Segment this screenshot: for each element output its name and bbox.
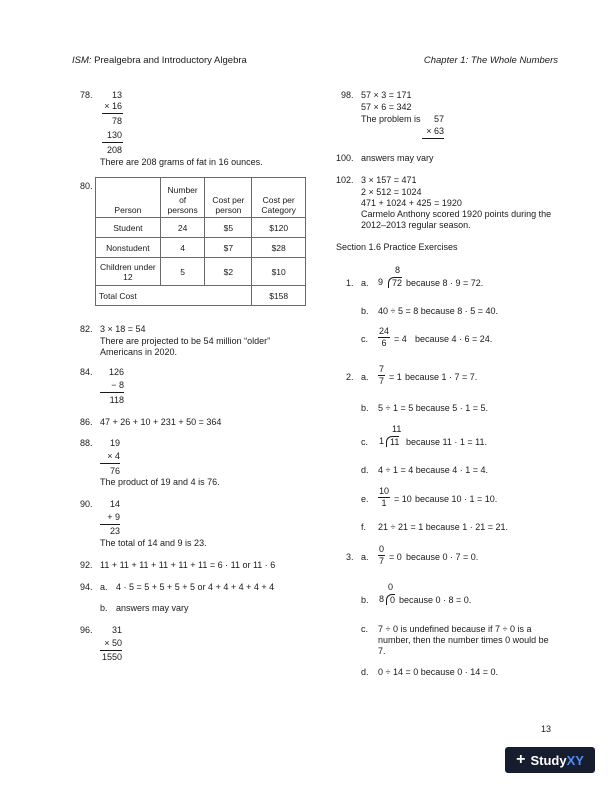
operand: 126 [108, 367, 124, 377]
operand: 57 [433, 114, 444, 124]
problem-number: 96. [80, 625, 93, 635]
table-cell: $2 [205, 258, 252, 286]
equation: 471 + 1024 + 425 = 1920 [361, 198, 462, 208]
answer-text: 7. [378, 646, 386, 656]
problem-number: 1. [346, 278, 354, 288]
partial-product: 78 [111, 116, 122, 126]
total-label: Total Cost [96, 286, 252, 306]
table-cell: 5 [160, 258, 205, 286]
dividend: 11 [386, 436, 399, 447]
rule [100, 524, 120, 525]
book-title: Prealgebra and Introductory Algebra [91, 55, 247, 66]
rule [422, 138, 444, 139]
problem-number: 2. [346, 372, 354, 382]
equation: 3 × 157 = 471 [361, 175, 417, 185]
problem-number: 86. [80, 417, 93, 427]
total-value: $158 [252, 286, 306, 306]
problem-number: 78. [80, 90, 93, 100]
explanation: because 4 · 6 = 24. [415, 334, 493, 344]
answer-text: The total of 14 and 9 is 23. [100, 538, 207, 548]
operand: 13 [111, 90, 122, 100]
operand: 19 [109, 438, 120, 448]
answer-text: There are projected to be 54 million “older” [100, 336, 271, 346]
problem-number: 100. [336, 153, 354, 163]
fraction [378, 364, 385, 387]
operator-line: × 63 [426, 126, 444, 136]
table-header: Number of persons [160, 178, 205, 218]
answer-text: The problem is [361, 114, 421, 124]
equation: 4 · 5 = 5 + 5 + 5 + 5 or 4 + 4 + 4 + 4 + 4 [116, 582, 275, 592]
table-cell: $28 [252, 238, 306, 258]
table-cell: Children under 12 [96, 258, 161, 286]
part-label: b. [100, 603, 108, 613]
problem-number: 94. [80, 582, 93, 592]
numerator: 0 [379, 544, 385, 554]
equation: 5 ÷ 1 = 5 because 5 · 1 = 5. [378, 403, 489, 413]
equation: 21 ÷ 21 = 1 because 1 · 21 = 21. [378, 522, 509, 532]
operator-line: − 8 [111, 380, 124, 390]
equation: 4 ÷ 1 = 4 because 4 · 1 = 4. [378, 465, 489, 475]
answer-text: 7 ÷ 0 is undefined because if 7 ÷ 0 is a [378, 624, 532, 634]
answer-text: answers may vary [116, 603, 189, 613]
explanation: because 10 · 1 = 10. [415, 494, 498, 504]
part-label: a. [361, 552, 369, 562]
table-row [96, 238, 306, 258]
problem-number: 98. [341, 90, 354, 100]
rule [102, 142, 123, 143]
equals: = 10 [394, 494, 412, 504]
problem-number: 3. [346, 552, 354, 562]
operand: 14 [109, 499, 120, 509]
part-label: b. [361, 306, 369, 316]
divisor: 8 [379, 594, 385, 604]
equation: 2 × 512 = 1024 [361, 187, 422, 197]
result: 118 [109, 395, 124, 405]
rule [100, 463, 120, 464]
table-header: Cost per person [205, 178, 252, 218]
chapter-title: Chapter 1: The Whole Numbers [423, 55, 558, 66]
numerator: 24 [379, 326, 390, 336]
denominator: 7 [379, 376, 385, 386]
table-cell: $120 [252, 218, 306, 238]
page-number: 13 [541, 724, 552, 734]
explanation: because 1 · 7 = 7. [405, 372, 478, 382]
table-cell: $5 [205, 218, 252, 238]
equals: = 0 [389, 552, 402, 562]
operator-line: + 9 [107, 512, 120, 522]
equation: 3 × 18 = 54 [100, 324, 146, 334]
answer-text: number, then the number times 0 would be [378, 635, 549, 645]
table-cell: Nonstudent [96, 238, 161, 258]
rule [100, 392, 124, 393]
part-label: c. [361, 437, 369, 447]
rule [100, 650, 122, 651]
part-label: b. [361, 403, 369, 413]
explanation: because 0 · 8 = 0. [399, 595, 472, 605]
part-label: f. [361, 522, 367, 532]
fraction [378, 544, 385, 567]
table-total-row [96, 286, 306, 306]
part-label: e. [361, 494, 369, 504]
quotient: 11 [392, 424, 402, 434]
operator-line: × 16 [104, 101, 122, 111]
table-header: Person [96, 178, 161, 218]
equals: = 4 [394, 334, 407, 344]
dividend: 72 [388, 277, 402, 288]
cost-table [95, 177, 306, 306]
equation: 11 + 11 + 11 + 11 + 11 + 11 = 6 · 11 or 11 · 6 [100, 560, 276, 570]
problem-number: 102. [336, 175, 354, 185]
logo-text: StudyXY [530, 752, 584, 768]
answer-text: The product of 19 and 4 is 76. [100, 477, 220, 487]
part-label: a. [100, 582, 108, 592]
part-label: b. [361, 595, 369, 605]
table-row [96, 218, 306, 238]
numerator: 10 [379, 486, 390, 496]
part-label: c. [361, 334, 369, 344]
divisor: 9 [378, 277, 384, 287]
answer-text: Americans in 2020. [100, 347, 178, 357]
table-header: Cost per Category [252, 178, 306, 218]
table-cell: $7 [205, 238, 252, 258]
book-abbrev: ISM: [72, 55, 92, 66]
quotient: 8 [395, 265, 401, 275]
fraction [378, 486, 390, 509]
fraction [378, 326, 390, 349]
equals: = 1 [389, 372, 402, 382]
result: 1550 [101, 652, 122, 662]
equation: 0 ÷ 14 = 0 because 0 · 14 = 0. [378, 667, 499, 677]
explanation: because 11 · 1 = 11. [406, 437, 487, 447]
operator-line: × 4 [107, 451, 120, 461]
part-label: d. [361, 465, 369, 475]
plus-icon: + [516, 751, 526, 768]
part-label: c. [361, 624, 369, 634]
part-label: d. [361, 667, 369, 677]
dividend: 0 [386, 594, 395, 605]
problem-number: 82. [80, 324, 93, 334]
result: 76 [109, 466, 120, 476]
denominator: 7 [379, 556, 385, 566]
answer-text: answers may vary [361, 153, 434, 163]
table-row [96, 258, 306, 286]
table-cell: Student [96, 218, 161, 238]
equation: 57 × 6 = 342 [361, 102, 412, 112]
partial-product: 130 [106, 130, 122, 140]
table-cell: 24 [160, 218, 205, 238]
numerator: 7 [379, 364, 385, 374]
table-header-row [96, 178, 306, 218]
answer-text: Carmelo Anthony scored 1920 points during the [361, 209, 552, 219]
explanation: because 0 · 7 = 0. [406, 552, 479, 562]
operator-line: × 50 [104, 638, 122, 648]
table-cell: $10 [252, 258, 306, 286]
rule [102, 113, 123, 114]
result: 23 [109, 526, 120, 536]
studyxy-logo [505, 747, 595, 773]
section-title: Section 1.6 Practice Exercises [336, 242, 458, 252]
result: 208 [106, 145, 122, 155]
problem-number: 92. [80, 560, 93, 570]
denominator: 1 [381, 498, 387, 508]
answer-text: 2012–2013 regular season. [361, 220, 471, 230]
problem-number: 84. [80, 367, 93, 377]
problem-number: 90. [80, 499, 93, 509]
equation: 47 + 26 + 10 + 231 + 50 = 364 [100, 417, 222, 427]
equation: 40 ÷ 5 = 8 because 8 · 5 = 40. [378, 306, 499, 316]
answer-text: There are 208 grams of fat in 16 ounces. [100, 157, 263, 167]
operand: 31 [111, 625, 122, 635]
table-cell: 4 [160, 238, 205, 258]
explanation: because 8 · 9 = 72. [406, 278, 484, 288]
denominator: 6 [381, 338, 387, 348]
problem-number: 80. [80, 181, 93, 191]
problem-number: 88. [80, 438, 93, 448]
quotient: 0 [388, 582, 394, 592]
equation: 57 × 3 = 171 [361, 90, 412, 100]
header-left [72, 55, 247, 66]
part-label: a. [361, 278, 369, 288]
part-label: a. [361, 372, 369, 382]
divisor: 1 [379, 436, 385, 446]
